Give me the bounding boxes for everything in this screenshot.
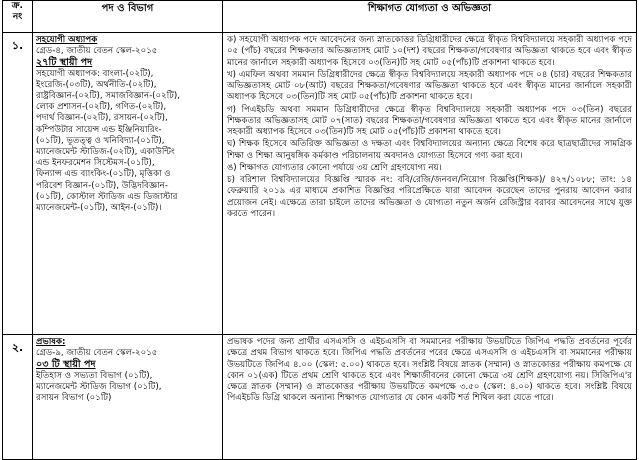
dept-line: ইংরেজি-(০৩টি), অর্থনীতি-(০২টি), <box>36 79 157 90</box>
qualification-text <box>223 33 636 223</box>
grade-line: গ্রেড-৯, জাতীয় বেতন স্কেল-২০১৫ <box>36 348 158 359</box>
requirement-item: খ) এমফিল অথবা সমমান ডিগ্রিধারীদের ক্ষেত্রে স্বীকৃত বিশ্ববিদ্যালয়ে সহকারী অধ্যাপক পদে ০৪ (চার) বছরের শিক্ষকতার অভিজ্ঞতাসহ মোট ০৮(আট) বছরের শিক্ষকতা/গবেষণার অভিজ্ঞতা থাকতে হবে এবং স্বীকৃত মানের জার্নালে সহকারী অধ্যাপক হিসেবে ০৩(তিন)টি সহ মোট ০৫(পাঁচ)টি প্রকাশনা থাকতে হবে। <box>227 69 632 103</box>
post-dept-header: পদ ও বিভাগ <box>33 1 223 33</box>
recruitment-table <box>2 0 637 460</box>
vacancy-count: ০৩ টি স্থায়ী পদ <box>36 359 96 371</box>
serial-header <box>3 1 33 33</box>
vacancy-count: ২৭টি স্থায়ী পদ <box>36 57 93 69</box>
dept-line: সহযোগী অধ্যাপক: বাংলা-(০২টি), <box>36 68 154 79</box>
dept-line: (০১টি), ভূতত্ত্ব ও খনিবিদ্যা-(০১টি), <box>36 135 165 146</box>
grade-line: গ্রেড-৪, জাতীয় বেতন স্কেল-২০১৫ <box>36 46 158 57</box>
dept-line: পরিবেশ বিজ্ঞান-(০১টি), উদ্ভিদবিজ্ঞান- <box>36 180 168 191</box>
post-title: সহযোগী অধ্যাপক <box>36 35 98 45</box>
table-row <box>3 33 637 335</box>
dept-line: এন্ড ইনফরমেশন সিস্টেমস-(০১টি), <box>36 158 155 169</box>
serial-header-line2: নং <box>12 12 23 22</box>
dept-line: ফিন্যান্স এন্ড ব্যাংকিং-(০১টি), মৃত্তিকা ও <box>36 169 171 180</box>
serial-header-line1: ক্র. <box>12 1 23 11</box>
row-number: ২. <box>11 341 24 354</box>
dept-line: ম্যানেজমেন্ট-(০১টি), আইন-(০১টি)। <box>36 203 162 214</box>
qualification-header: শিক্ষাগত যোগ্যতা ও অভিজ্ঞতা <box>223 1 637 33</box>
header-row <box>3 1 637 33</box>
post-details <box>33 33 222 216</box>
requirement-item: প্রভাষক পদের জন্য প্রার্থীর এসএসসি ও এইচএসসি বা সমমানের পরীক্ষায় উভয়টিতে জিপিএ পদ্ধতি প্রবর্তনের পূর্বের ক্ষেত্রে প্রথম বিভাগ থাকতে হবে। জিপিএ পদ্ধতি প্রবর্তনের পরের ক্ষেত্রে এসএসসি ও এইচএসসি বা সমমানের পরীক্ষায় উভয়টিতে জিপিএ ৪.০০ (স্কেল: ৫.০০) থাকতে হবে। সংশ্লিষ্ট বিষয়ে স্নাতক (সম্মান) ও স্নাতকোত্তর পরীক্ষায় কমপক্ষে যে কোন ০১(এক) টিতে প্রথম শ্রেণি থাকতে হবে এবং শিক্ষাজীবনের কোনো ক্ষেত্রে ৩য় শ্রেণি গ্রহণযোগ্য নয়। সিজিপিএ'র ক্ষেত্রে স্নাতক (সম্মান) ও স্নাতকোত্তর পরীক্ষায় উভয়টিতে কমপক্ষে ৩.৫০ (স্কেল: ৪.০০) থাকতে হবে। সংশ্লিষ্ট বিষয়ে পিএইচডি ডিগ্রি থাকলে অন্যান্য শিক্ষাগত যোগ্যতার যে কোন একটি শর্ত শিথিল করা যেতে পারে। <box>227 337 632 404</box>
dept-line: রসায়ন বিভাগ (০১টি) <box>36 393 112 404</box>
post-details <box>33 335 222 406</box>
dept-line: (০১টি), কোস্টাল স্টাডিজ এন্ড ডিজাস্টার <box>36 191 178 202</box>
post-title: প্রভাষক: <box>36 337 66 347</box>
requirement-item: ঘ) শিক্ষক হিসেবে অতিরিক্ত অভিজ্ঞতা ও দক্ষতা এবং বিশ্ববিদ্যালয়ের অন্যান্য ক্ষেত্রে বিশেষ করে ছাত্রছাত্রীদের সামগ্রিক শিক্ষা ও শিক্ষা আনুষঙ্গিক কর্মকাণ্ড পরিচালনায় অবদানও যোগ্যতা হিসেবে গণ্য করা হবে। <box>227 139 632 161</box>
dept-line: লোক প্রশাসন-(০২টি), গণিত-(০২টি), <box>36 102 167 113</box>
requirement-item: গ) পিএইচডি অথবা সমমান ডিগ্রিধারীদের ক্ষেত্রে স্বীকৃত বিশ্ববিদ্যালয়ে সহকারী অধ্যাপক পদে ০৩(তিন) বছরের শিক্ষকতার অভিজ্ঞতাসহ মোট ০৭(সাত) বছরের শিক্ষকতা/গবেষণার অভিজ্ঞতা থাকতে হবে এবং স্বীকৃত মানের জার্নালে সহকারী অধ্যাপক হিসেবে ০৩(তিন)টি সহ মোট ০৫(পাঁচ)টি প্রকাশনা থাকতে হবে। <box>227 104 633 137</box>
row-number: ১. <box>11 39 24 52</box>
dept-line: ম্যানেজমেন্ট স্টাডিজ বিভাগ (০১টি), <box>36 381 162 392</box>
requirement-item: চ) বরিশাল বিশ্ববিদ্যালয়ের বিজ্ঞপ্তি স্মারক নং: ববি/রেজি/জনবল/নিয়োগ বিজ্ঞপ্তি(শিক্ষক)/ ৪২৭/১০৮৮; তাং: ১৪ ফেব্রুয়ারি ২০১৯ এর মাধ্যমে প্রকাশিত বিজ্ঞপ্তির পরিপ্রেক্ষিতে যারা আবেদন করেছেন তাদের পুনরায় আবেদন করার প্রয়োজন নেই। এক্ষেত্রে তারা চাইলে তাদের অভিজ্ঞতা ও যোগ্যতা নতুন অর্জন রেজিস্ট্রার বরাবর আবেদনের সাথে যুক্ত করতে পারেন। <box>227 175 632 219</box>
dept-line: রাষ্ট্রবিজ্ঞান-(০২টি), সমাজবিজ্ঞান-(০২টি), <box>36 91 180 102</box>
requirement-item: ঙ) শিক্ষাগত যোগ্যতার কোনো পর্যায়ে ৩য় শ্রেণি গ্রহণযোগ্য নয়। <box>227 162 442 173</box>
requirement-item: ক) সহযোগী অধ্যাপক পদে আবেদনের জন্য স্নাতকোত্তর ডিগ্রিধারীদের ক্ষেত্রে স্বীকৃত বিশ্ববিদ্যালয়ে সহকারী অধ্যাপক পদে ০৫ (পাঁচ) বছরের শিক্ষকতার অভিজ্ঞতাসহ মোট ১০(দশ) বছরের শিক্ষকতা/গবেষণার অভিজ্ঞতা থাকতে হবে এবং স্বীকৃত মানের জার্নালে সহকারী অধ্যাপক হিসেবে ০৩(তিন)টি সহ মোট ০৫(পাঁচ)টি প্রকাশনা থাকতে হবে। <box>227 35 632 68</box>
dept-line: কম্পিউটার সায়েন্স এন্ড ইঞ্জিনিয়ারিং- <box>36 124 162 135</box>
table-row <box>3 335 637 460</box>
qualification-text <box>223 335 636 408</box>
dept-line: ম্যানেজমেন্ট স্টাডিজ-(০২টি), একাউন্টিং <box>36 147 175 158</box>
dept-line: পদার্থ বিজ্ঞান-(০২টি), রসায়ন-(০২টি), <box>36 113 168 124</box>
dept-line: ইতিহাস ও সভ্যতা বিভাগ (০১টি), <box>36 370 153 381</box>
